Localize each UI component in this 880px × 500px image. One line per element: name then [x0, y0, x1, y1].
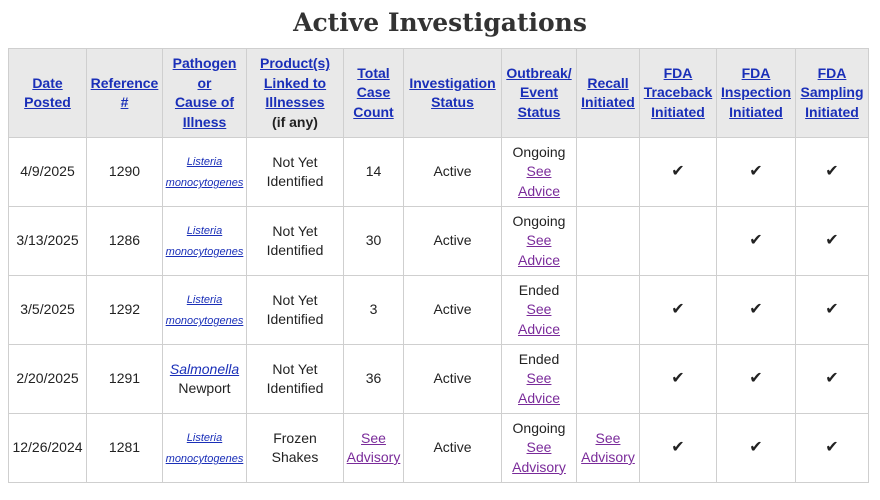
case-count-cell: 3 [344, 276, 404, 345]
pathogen-link[interactable]: Listeria monocytogenes [165, 294, 244, 327]
pathogen-link[interactable]: Listeria monocytogenes [165, 156, 244, 189]
sort-pathogen-link[interactable]: Pathogen or Cause of Illness [172, 55, 237, 130]
sort-reference-link[interactable]: Reference # [90, 74, 159, 110]
col-products[interactable] [247, 49, 344, 138]
recall-cell [577, 138, 640, 207]
see-advisory-link[interactable]: See Advisory [346, 429, 401, 465]
pathogen-link[interactable]: Listeria monocytogenes [165, 432, 244, 465]
sort-fda-sampling-link[interactable]: FDA Sampling Initiated [800, 64, 864, 120]
sort-fda-inspection-link[interactable]: FDA Inspection Initiated [720, 64, 791, 120]
recall-cell [577, 207, 640, 276]
col-pathogen[interactable] [163, 49, 247, 138]
see-advice-link[interactable]: See Advice [517, 163, 561, 199]
reference-cell: 1281 [87, 414, 163, 483]
sampling-check-icon: ✔ [796, 207, 869, 276]
inspection-check-icon: ✔ [717, 276, 796, 345]
traceback-check-icon: ✔ [640, 414, 717, 483]
investigation-status-cell: Active [404, 345, 502, 414]
inspection-check-icon: ✔ [717, 138, 796, 207]
investigation-status-cell: Active [404, 414, 502, 483]
pathogen-link[interactable]: Salmonella [169, 360, 240, 377]
investigations-table [8, 48, 869, 483]
product-cell: Not Yet Identified [247, 207, 344, 276]
col-investigation-status[interactable] [404, 49, 502, 138]
sampling-check-icon: ✔ [796, 138, 869, 207]
traceback-check-icon: ✔ [640, 345, 717, 414]
sampling-check-icon: ✔ [796, 345, 869, 414]
col-fda-traceback[interactable] [640, 49, 717, 138]
see-advisory-link[interactable]: See Advisory [581, 429, 635, 465]
product-cell: Not Yet Identified [247, 138, 344, 207]
page-title: Active Investigations [293, 8, 587, 37]
see-advice-link[interactable]: See Advice [517, 301, 561, 337]
see-advice-link[interactable]: See Advice [517, 370, 561, 406]
table-row [9, 138, 869, 207]
date-cell: 4/9/2025 [9, 138, 87, 207]
traceback-check-icon [640, 207, 717, 276]
col-fda-sampling[interactable] [796, 49, 869, 138]
pathogen-cell [163, 207, 247, 276]
col-reference[interactable] [87, 49, 163, 138]
outbreak-status-cell: Ended See Advice [502, 276, 577, 345]
pathogen-cell: Salmonella Newport [163, 345, 247, 414]
see-advisory-link[interactable]: See Advisory [512, 439, 566, 475]
case-count-cell: 14 [344, 138, 404, 207]
investigation-status-cell: Active [404, 207, 502, 276]
col-date-posted[interactable] [9, 49, 87, 138]
sort-total-case-count-link[interactable]: Total Case Count [353, 64, 394, 120]
table-header-row [9, 49, 869, 138]
recall-cell [577, 345, 640, 414]
sort-investigation-status-link[interactable]: Investigation Status [409, 74, 496, 110]
sort-fda-traceback-link[interactable]: FDA Traceback Initiated [643, 64, 713, 120]
col-total-case-count[interactable] [344, 49, 404, 138]
reference-cell: 1290 [87, 138, 163, 207]
reference-cell: 1292 [87, 276, 163, 345]
product-cell: Not Yet Identified [247, 345, 344, 414]
recall-cell [577, 276, 640, 345]
outbreak-status-cell: Ongoing See Advice [502, 207, 577, 276]
case-count-cell [344, 414, 404, 483]
sort-recall-initiated-link[interactable]: Recall Initiated [581, 74, 635, 110]
product-cell: Not Yet Identified [247, 276, 344, 345]
outbreak-status-cell: Ongoing See Advisory [502, 414, 577, 483]
outbreak-status-cell: Ongoing See Advice [502, 138, 577, 207]
sampling-check-icon: ✔ [796, 276, 869, 345]
table-row [9, 207, 869, 276]
col-recall-initiated[interactable] [577, 49, 640, 138]
table-row [9, 276, 869, 345]
traceback-check-icon: ✔ [640, 276, 717, 345]
pathogen-cell [163, 138, 247, 207]
traceback-check-icon: ✔ [640, 138, 717, 207]
inspection-check-icon: ✔ [717, 414, 796, 483]
products-note: (if any) [272, 113, 318, 130]
col-outbreak-status[interactable] [502, 49, 577, 138]
outbreak-status-cell: Ended See Advice [502, 345, 577, 414]
date-cell: 2/20/2025 [9, 345, 87, 414]
recall-cell [577, 414, 640, 483]
date-cell: 3/13/2025 [9, 207, 87, 276]
col-fda-inspection[interactable] [717, 49, 796, 138]
date-cell: 3/5/2025 [9, 276, 87, 345]
see-advice-link[interactable]: See Advice [517, 232, 561, 268]
reference-cell: 1291 [87, 345, 163, 414]
sort-outbreak-status-link[interactable]: Outbreak/ Event Status [506, 64, 572, 120]
sampling-check-icon: ✔ [796, 414, 869, 483]
investigation-status-cell: Active [404, 276, 502, 345]
inspection-check-icon: ✔ [717, 345, 796, 414]
sort-products-link[interactable]: Product(s) Linked to Illnesses [260, 55, 330, 110]
reference-cell: 1286 [87, 207, 163, 276]
pathogen-link[interactable]: Listeria monocytogenes [165, 225, 244, 258]
product-cell: Frozen Shakes [247, 414, 344, 483]
pathogen-cell [163, 276, 247, 345]
case-count-cell: 36 [344, 345, 404, 414]
table-row [9, 345, 869, 414]
inspection-check-icon: ✔ [717, 207, 796, 276]
sort-date-posted-link[interactable]: Date Posted [24, 74, 71, 110]
table-row [9, 414, 869, 483]
investigation-status-cell: Active [404, 138, 502, 207]
pathogen-cell [163, 414, 247, 483]
date-cell: 12/26/2024 [9, 414, 87, 483]
case-count-cell: 30 [344, 207, 404, 276]
